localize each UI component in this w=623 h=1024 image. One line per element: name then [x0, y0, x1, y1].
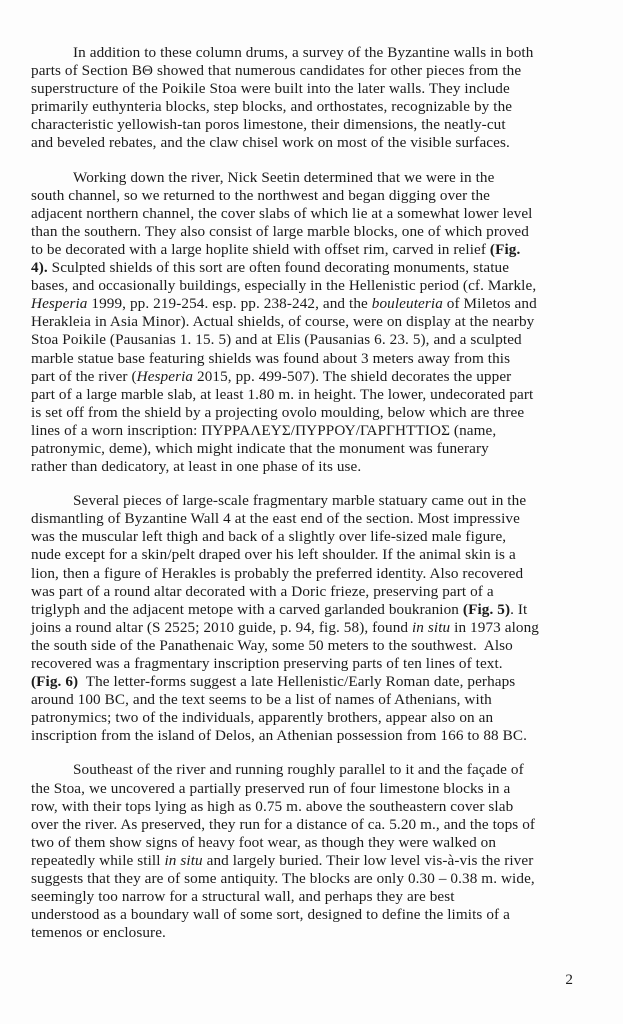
body-text: and beveled rebates, and the claw chisel work on most of the visible surfaces.: [31, 134, 510, 152]
text-line: [31, 528, 593, 546]
text-line: [31, 798, 593, 816]
text-line: [31, 761, 593, 779]
body-text: bases, and occasionally buildings, especially in the Hellenistic period (cf. Markle,: [31, 277, 537, 295]
italic-text: in situ: [164, 851, 203, 869]
body-text: parts of Section ΒΘ showed that numerous candidates for other pieces from the: [31, 62, 522, 80]
body-text: in 1973 along: [450, 618, 539, 636]
body-text: was part of a round altar decorated with a Doric frieze, preserving part of a: [31, 582, 494, 600]
text-line: [31, 583, 593, 601]
text-line: [31, 205, 593, 223]
text-line: [31, 780, 593, 798]
body-text: of Miletos and: [442, 295, 537, 313]
body-text: In addition to these column drums, a survey of the Byzantine walls in both: [73, 44, 534, 61]
text-line: [31, 134, 593, 152]
text-line: [31, 816, 593, 834]
bold-text: 4).: [31, 259, 48, 277]
italic-text: bouleuteria: [371, 295, 443, 313]
text-line: [31, 62, 593, 80]
body-text: south channel, so we returned to the northwest and began digging over the: [31, 186, 491, 204]
body-text: . It: [510, 600, 528, 618]
text-line: [31, 458, 593, 476]
body-text: nude except for a skin/pelt draped over his left shoulder. If the animal skin is a: [31, 546, 516, 564]
body-text: suggests that they are of some antiquity. The blocks are only 0.30 – 0.38 m. wide,: [31, 870, 535, 888]
body-text: Stoa Poikile (Pausanias 1. 15. 5) and at Elis (Pausanias 6. 23. 5), and a sculpted: [31, 331, 522, 349]
body-text: around 100 BC, and the text seems to be a list of names of Athenians, with: [31, 691, 492, 709]
text-line: [31, 906, 593, 924]
text-line: [31, 727, 593, 745]
text-line: [31, 295, 593, 313]
text-line: [31, 546, 593, 564]
italic-text: Hesperia: [31, 295, 88, 313]
body-text: Southeast of the river and running roughly parallel to it and the façade of: [73, 761, 524, 779]
body-text: recovered was a fragmentary inscription preserving parts of ten lines of text.: [31, 655, 503, 672]
body-text: the south side of the Panathenaic Way, some 50 meters to the southwest. Also: [31, 636, 513, 654]
bold-text: (Fig. 6): [31, 673, 79, 691]
text-line: [31, 888, 593, 906]
text-line: [31, 368, 593, 386]
text-line: [31, 386, 593, 404]
body-text: dismantling of Byzantine Wall 4 at the east end of the section. Most impressive: [31, 510, 520, 528]
body-text: part of a large marble slab, at least 1.80 m. in height. The lower, undecorated part: [31, 385, 534, 403]
body-text: triglyph and the adjacent metope with a carved garlanded boukranion: [31, 600, 463, 618]
text-line: [31, 80, 593, 98]
text-line: [31, 870, 593, 888]
page-number: 2: [565, 971, 573, 988]
bold-text: (Fig.: [489, 240, 521, 258]
text-line: [31, 350, 593, 368]
text-line: [31, 673, 593, 691]
body-text: Working down the river, Nick Seetin determined that we were in the: [73, 168, 495, 186]
text-line: [31, 116, 593, 134]
text-line: [31, 422, 593, 440]
body-text: inscription from the island of Delos, an Athenian possession from 166 to 88 BC.: [31, 727, 527, 745]
paragraph: [31, 44, 593, 153]
body-text: adjacent northern channel, the cover slabs of which lie at a somewhat lower level: [31, 204, 533, 222]
text-line: [31, 619, 593, 637]
body-text: 1999, pp. 219-254. esp. pp. 238-242, and the: [87, 295, 372, 313]
body-text: over the river. As preserved, they run for a distance of ca. 5.20 m., and the tops of: [31, 815, 536, 833]
body-text: to be decorated with a large hoplite shield with offset rim, carved in relief: [31, 240, 490, 258]
text-line: [31, 277, 593, 295]
body-text: understood as a boundary wall of some sort, designed to define the limits of a: [31, 906, 510, 924]
body-text: Sculpted shields of this sort are often found decorating monuments, statue: [47, 259, 510, 277]
text-line: [31, 169, 593, 187]
body-text: than the southern. They also consist of large marble blocks, one of which proved: [31, 222, 529, 240]
body-text: and largely buried. Their low level vis-à-vis the river: [202, 851, 534, 869]
body-text: repeatedly while still: [31, 851, 165, 869]
body-text: Several pieces of large-scale fragmentary marble statuary came out in the: [73, 492, 527, 510]
text-line: [31, 852, 593, 870]
body-text: row, with their tops lying as high as 0.75 m. above the southeastern cover slab: [31, 797, 514, 815]
body-text: temenos or enclosure.: [31, 924, 166, 942]
bold-text: (Fig. 5): [462, 600, 511, 618]
body-text: Herakleia in Asia Minor). Actual shields, of course, were on display at the nearby: [31, 313, 535, 331]
body-text: part of the river (: [31, 367, 137, 385]
text-line: [31, 404, 593, 422]
body-text: seemingly too narrow for a structural wall, and perhaps they are best: [31, 888, 455, 906]
body-text: was the muscular left thigh and back of a slightly over life-sized male figure,: [31, 528, 507, 546]
body-text: marble statue base featuring shields was found about 3 meters away from this: [31, 349, 511, 367]
text-line: [31, 223, 593, 241]
body-text: The letter-forms suggest a late Hellenistic/Early Roman date, perhaps: [78, 673, 516, 691]
text-line: [31, 98, 593, 116]
text-line: [31, 655, 593, 673]
text-line: [31, 241, 593, 259]
body-text: joins a round altar (S 2525; 2010 guide, p. 94, fig. 58), found: [31, 618, 412, 636]
text-line: [31, 565, 593, 583]
italic-text: in situ: [411, 618, 451, 636]
text-line: [31, 440, 593, 458]
body-text: rather than dedicatory, at least in one phase of its use.: [31, 458, 362, 476]
page-body-text: [31, 44, 593, 942]
body-text: patronymic, deme), which might indicate that the monument was funerary: [31, 439, 489, 457]
text-line: [31, 637, 593, 655]
text-line: [31, 834, 593, 852]
italic-text: Hesperia: [136, 367, 194, 385]
text-line: [31, 187, 593, 205]
text-line: [31, 492, 593, 510]
text-line: [31, 924, 593, 942]
body-text: 2015, pp. 499-507). The shield decorates the upper: [193, 367, 512, 385]
text-line: [31, 259, 593, 277]
body-text: the Stoa, we uncovered a partially preserved run of four limestone blocks in a: [31, 779, 511, 797]
body-text: is set off from the shield by a projecting ovolo moulding, below which are three: [31, 403, 525, 421]
body-text: lines of a worn inscription: ΠΥΡΡΑΛΕΥΣ/ΠΥΡΡΟΥ/ΓΑΡΓΗΤΤΙΟΣ (name,: [31, 421, 497, 439]
text-line: [31, 510, 593, 528]
text-line: [31, 691, 593, 709]
body-text: superstructure of the Poikile Stoa were built into the later walls. They include: [31, 80, 510, 98]
text-line: [31, 44, 593, 62]
text-line: [31, 331, 593, 349]
body-text: primarily euthynteria blocks, step blocks, and orthostates, recognizable by the: [31, 98, 513, 116]
body-text: two of them show signs of heavy foot wear, as though they were walked on: [31, 833, 497, 851]
body-text: characteristic yellowish-tan poros limestone, their dimensions, the neatly-cut: [31, 116, 506, 134]
paragraph: [31, 761, 593, 942]
paragraph: [31, 492, 593, 745]
body-text: lion, then a figure of Herakles is probably the preferred identity. Also recovered: [31, 564, 524, 582]
text-line: [31, 313, 593, 331]
body-text: patronymics; two of the individuals, apparently brothers, appear also on an: [31, 709, 494, 727]
text-line: [31, 709, 593, 727]
text-line: [31, 601, 593, 619]
paragraph: [31, 169, 593, 477]
